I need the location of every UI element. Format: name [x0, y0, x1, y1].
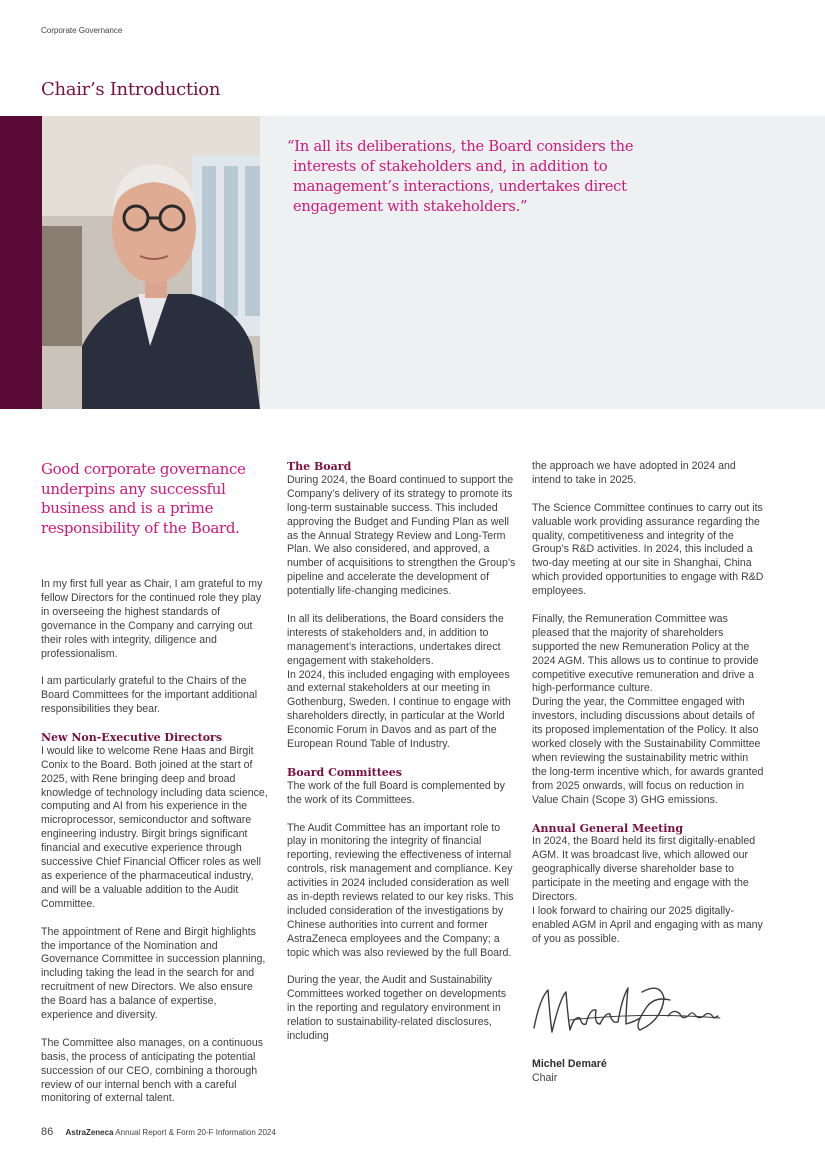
page-number: 86 [41, 1126, 54, 1138]
pull-quote-line: “In all its deliberations, the Board considers the [287, 138, 634, 155]
heading-agm: Annual General Meeting [532, 821, 684, 835]
lead-statement: Good corporate governance underpins any successful business and is a prime responsibility of the Board. [41, 460, 246, 537]
page-footer [41, 1126, 276, 1138]
heading-new-directors: New Non-Executive Directors [41, 730, 223, 744]
paragraph: the approach we have adopted in 2024 and intend to take in 2025. [532, 460, 736, 486]
paragraph: The Committee also manages, on a continuous basis, the process of anticipating the potential succession of our CEO, combining a thorough review of our internal bench with a careful monitoring of external talent. [41, 1036, 264, 1105]
paragraph: During the year, the Committee engaged with investors, including discussions about details of its proposed implementation of the Policy. It also worked closely with the Sustainability Committee when reviewing the sustainability metric within the long-term incentive which, for awards granted from 2025 onwards, will focus on reduction in Value Chain (Scope 3) GHG emissions. [532, 696, 764, 806]
pull-quote-line: engagement with stakeholders.” [293, 198, 528, 215]
paragraph: In all its deliberations, the Board considers the interests of stakeholders and, in addition to management’s interactions, undertakes direct engagement with stakeholders. [287, 612, 504, 667]
pull-quote-line: management’s interactions, undertakes direct [293, 178, 627, 195]
pull-quote-line: interests of stakeholders and, in addition to [293, 158, 608, 175]
paragraph: Finally, the Remuneration Committee was pleased that the majority of shareholders supported the new Remuneration Policy at the 2024 AGM. This allows us to continue to provide competitive executive remuneration and drive a high-performance culture. [532, 612, 759, 695]
paragraph: In my first full year as Chair, I am grateful to my fellow Directors for the continued role they play in overseeing the highest standards of governance in the Company and carrying out their roles with integrity, diligence and professionalism. [41, 578, 263, 660]
footer-brand: AstraZeneca [65, 1128, 114, 1137]
heading-the-board: The Board [287, 460, 352, 473]
column-1 [41, 460, 269, 1120]
section-label: Corporate Governance [41, 26, 123, 35]
page-title: Chair’s Introduction [41, 79, 221, 100]
signatory-role: Chair [532, 1071, 558, 1084]
column-2 [287, 460, 517, 1058]
paragraph: The work of the full Board is complemented by the work of its Committees. [287, 779, 505, 806]
paragraph: In 2024, this included engaging with employees and external stakeholders at our meeting in Gothenburg, Sweden. I continue to engage with shareholders directly, in particular at the World Economic Forum in Davos and as part of the European Round Table of Industry. [287, 668, 511, 751]
accent-bar [0, 116, 42, 409]
footer-text: Annual Report & Form 20-F Information 2024 [115, 1128, 276, 1137]
heading-board-committees: Board Committees [287, 765, 402, 779]
paragraph: The appointment of Rene and Birgit highlights the importance of the Nomination and Governance Committee in succession planning, including taking the lead in the search for and recruitment of new Directors. We also ensure the Board has a balance of expertise, experience and diversity. [41, 925, 266, 1022]
paragraph: In 2024, the Board held its first digitally-enabled AGM. It was broadcast live, which allowed our geographically diverse shareholder base to participate in the meeting and engage with the Directors. [532, 835, 756, 904]
paragraph: I am particularly grateful to the Chairs of the Board Committees for the important additional responsibilities they bear. [41, 675, 258, 716]
chair-portrait [42, 116, 260, 409]
paragraph: During the year, the Audit and Sustainability Committees worked together on developments in the reporting and regulatory environment in relation to sustainability-related disclosures, including [287, 974, 507, 1043]
signatory-name: Michel Demaré [532, 1058, 607, 1070]
paragraph: I look forward to chairing our 2025 digitally-enabled AGM in April and engaging with as many of you as possible. [532, 904, 763, 945]
column-3 [532, 460, 764, 961]
paragraph: The Science Committee continues to carry out its valuable work providing assurance regarding the quality, competitiveness and integrity of the Group’s R&D activities. In 2024, this included a two-day meeting at our site in Shanghai, China which provided opportunities to engage with R&D employees. [532, 501, 764, 598]
pull-quote [287, 137, 667, 217]
signatory [532, 1058, 607, 1086]
paragraph: The Audit Committee has an important role to play in monitoring the integrity of financial reporting, reviewing the effectiveness of internal controls, risk management and compliance. Key activities in 2024 included consideration as well as in-depth reviews related to our key risks. This included consideration of the investigations by Chinese authorities into current and former AstraZeneca employees and the Company; a topic which was also reviewed by the full Board. [287, 821, 514, 959]
paragraph: During 2024, the Board continued to support the Company’s delivery of its strategy to promote its long-term sustainable success. This included approving the Budget and Funding Plan as well as the Annual Strategy Review and Long-Term Plan. We also considered, and approved, a number of acquisitions to strengthen the Group’s pipeline and accelerate the development of potentially life-changing medicines. [287, 473, 516, 598]
paragraph: I would like to welcome Rene Haas and Birgit Conix to the Board. Both joined at the start of 2025, with Rene bringing deep and broad knowledge of technology including data science, computing and AI from his experience in the microprocessor, semiconductor and software engineering industry. Birgit brings significant financial and executive experience through successive Chief Financial Officer roles as well as experience of the pharmaceutical industry, and will be a valuable addition to the Audit Committee. [41, 744, 268, 910]
handwritten-signature [530, 978, 730, 1046]
